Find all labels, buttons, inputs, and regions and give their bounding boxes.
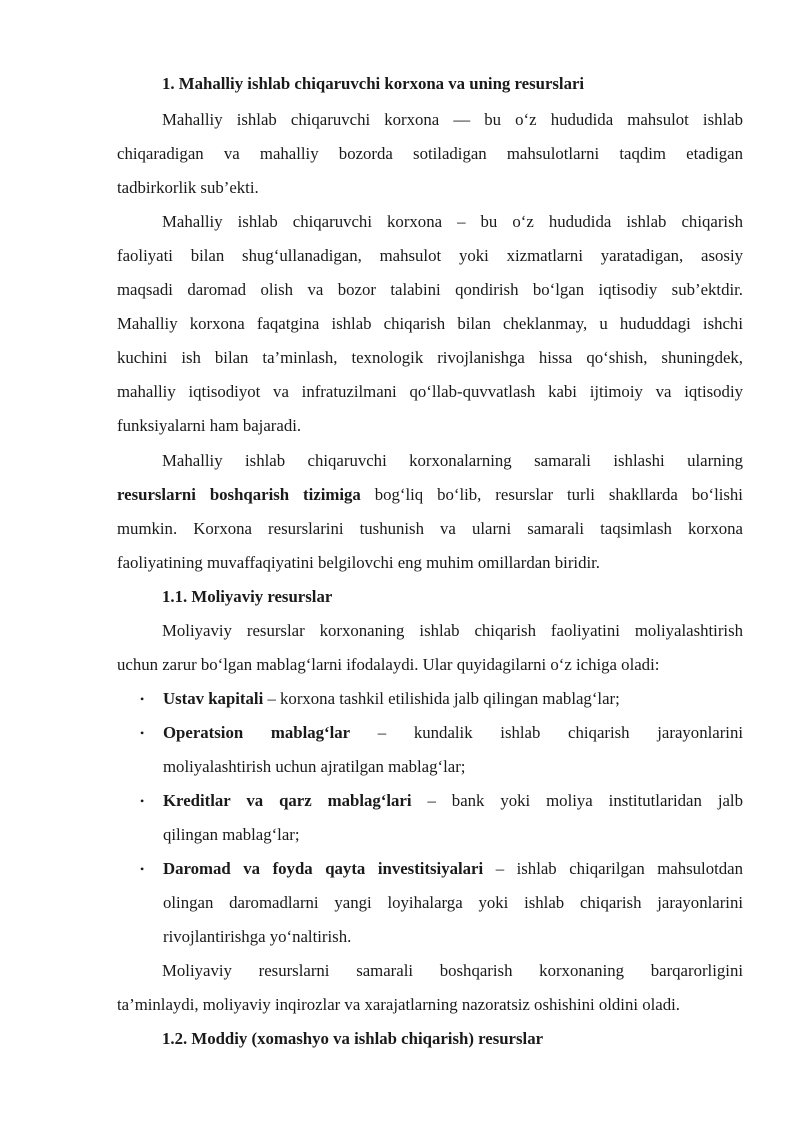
subsection-heading: 1.2. Moddiy (xomashyo va ishlab chiqarish) resurslar [162,1029,544,1048]
paragraph-line: Mahalliy ishlab chiqaruvchi korxonalarning samarali ishlashi ularning [162,451,743,470]
paragraph-line: ta’minlaydi, moliyaviy inqirozlar va xarajatlarning nazoratsiz oshishini oldini oladi. [117,995,680,1014]
paragraph-line: chiqaradigan va mahalliy bozorda sotiladigan mahsulotlarni taqdim etadigan [117,144,743,163]
paragraph-line: mahalliy iqtisodiyot va infratuzilmani qo‘llab-quvvatlash kabi ijtimoiy va iqtisodiy [117,382,743,401]
paragraph-line: faoliyatining muvaffaqiyatini belgilovchi eng muhim omillardan biridir. [117,553,600,572]
paragraph-line: funksiyalarni ham bajaradi. [117,416,302,435]
paragraph-line: Mahalliy ishlab chiqaruvchi korxona — bu o‘z hududida mahsulot ishlab [162,110,743,129]
list-item: Ustav kapitali – korxona tashkil etilishida jalb qilingan mablag‘lar; [163,689,620,708]
bullet-marker: • [140,726,145,740]
list-item-line: moliyalashtirish uchun ajratilgan mablag‘lar; [163,757,466,776]
paragraph-line: Mahalliy korxona faqatgina ishlab chiqarish bilan cheklanmay, u hududdagi ishchi [117,314,743,333]
paragraph-line: Moliyaviy resurslar korxonaning ishlab chiqarish faoliyatini moliyalashtirish [162,621,743,640]
list-item: Operatsion mablag‘lar – kundalik ishlab chiqarish jarayonlarini [163,723,743,742]
paragraph-line: maqsadi daromad olish va bozor talabini qondirish bo‘lgan iqtisodiy sub’ektdir. [117,280,743,299]
bullet-marker: • [140,862,145,876]
list-item-line: qilingan mablag‘lar; [163,825,300,844]
subsection-heading: 1.1. Moliyaviy resurslar [162,587,333,606]
paragraph-line: kuchini ish bilan ta’minlash, texnologik rivojlanishga hissa qo‘shish, shuningdek, [117,348,743,367]
list-item-line: olingan daromadlarni yangi loyihalarga yoki ishlab chiqarish jarayonlarini [163,893,743,912]
list-item-line: rivojlantirishga yo‘naltirish. [163,927,352,946]
section-heading: 1. Mahalliy ishlab chiqaruvchi korxona va uning resurslari [162,74,585,93]
paragraph-line: faoliyati bilan shug‘ullanadigan, mahsulot yoki xizmatlarni yaratadigan, asosiy [117,246,743,265]
paragraph-text: bog‘liq bo‘lib, resurslar turli shakllarda bo‘lishi [360,485,743,504]
list-item: Daromad va foyda qayta investitsiyalari – ishlab chiqarilgan mahsulotdan [163,859,743,878]
bullet-marker: • [140,692,145,706]
list-item: Kreditlar va qarz mablag‘lari – bank yoki moliya institutlaridan jalb [163,791,743,810]
paragraph-line: uchun zarur bo‘lgan mablag‘larni ifodalaydi. Ular quyidagilarni o‘z ichiga oladi: [117,655,660,674]
paragraph-line: mumkin. Korxona resurslarini tushunish va ularni samarali taqsimlash korxona [117,519,743,538]
paragraph-line: Moliyaviy resurslarni samarali boshqarish korxonaning barqarorligini [162,961,743,980]
bullet-marker: • [140,794,145,808]
paragraph-line [117,484,743,506]
bold-term: resurslarni boshqarish tizimiga [117,485,361,504]
paragraph-line: Mahalliy ishlab chiqaruvchi korxona – bu o‘z hududida ishlab chiqarish [162,212,743,231]
paragraph-line: tadbirkorlik sub’ekti. [117,178,259,197]
